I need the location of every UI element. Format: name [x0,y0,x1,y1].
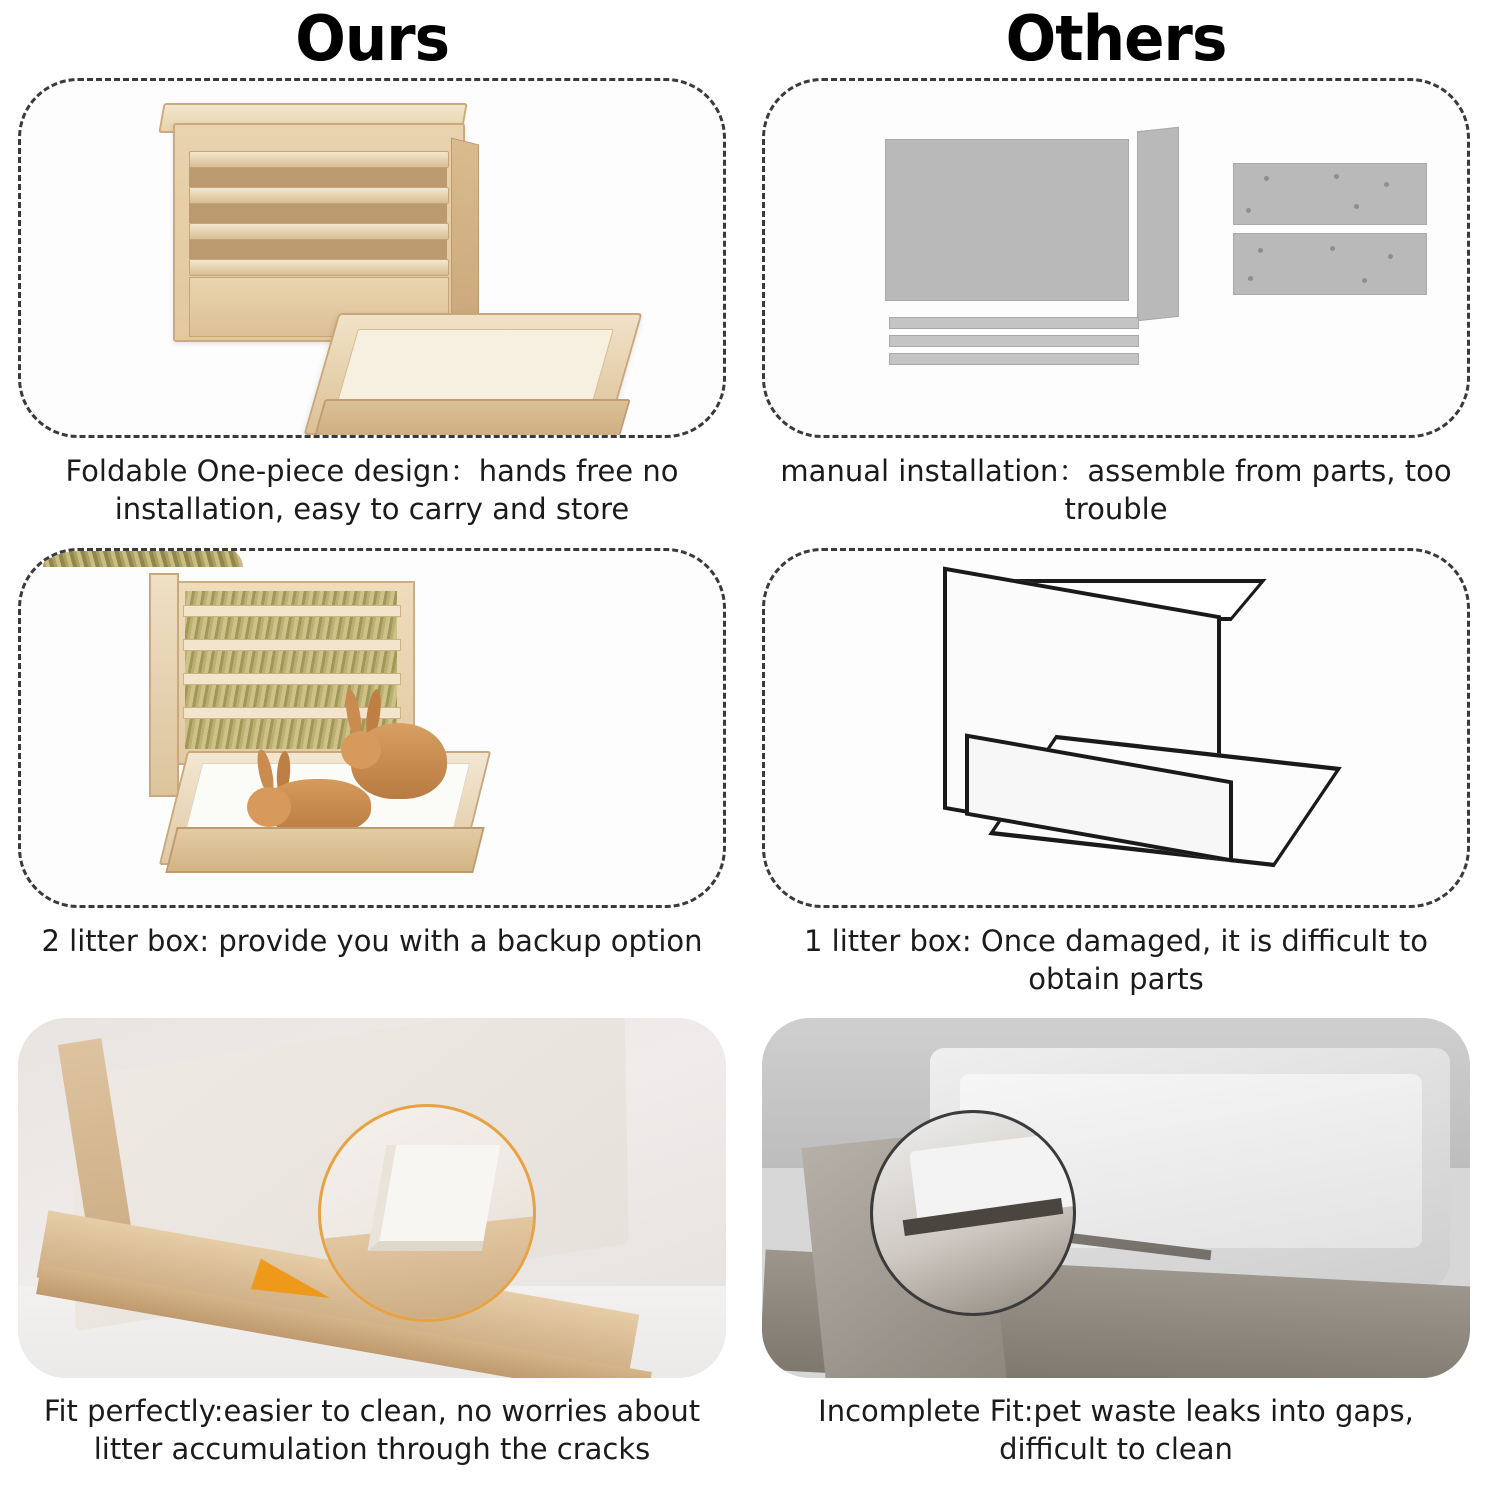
screw-hole [1334,174,1339,179]
feeder-gap [189,203,447,223]
part-rod [889,353,1139,365]
zoom-circle-callout [318,1104,536,1322]
rabbit-head [341,731,381,769]
screw-hole [1388,254,1393,259]
header [0,0,1488,78]
scene-incomplete-fit [762,1018,1470,1378]
screw-hole [1354,204,1359,209]
caption-others-one-litter-box: 1 litter box: Once damaged, it is difficult to obtain parts [803,924,1429,997]
feeder-body [173,123,465,342]
cell-ours-design [0,78,744,548]
zoom-circle-callout [870,1110,1076,1316]
screw-hole [1246,208,1251,213]
screw-hole [1264,176,1269,181]
cell-others-design [744,78,1488,548]
page-title-others: Others [1005,2,1227,75]
illustration-foldable-one-piece [18,78,726,438]
screw-hole [1248,276,1253,281]
part-main-board [885,139,1129,301]
feeder-slat [189,223,449,240]
scene-foldable [21,81,723,435]
cell-others-one-litter-box [744,548,1488,1018]
screw-hole [1362,278,1367,283]
litter-tray-front-rail [165,827,484,873]
hay-overflow [43,548,243,567]
feeder-slat [183,639,401,651]
caption-others-design: manual installation：assemble from parts, too trouble [780,454,1452,527]
illustration-feeder-with-rabbits [18,548,726,908]
feeder-gap [189,239,447,259]
zoom-tray-corner [368,1145,501,1251]
feeder-slat [189,259,449,276]
illustration-single-litter-box [762,548,1470,908]
illustration-flat-pack-parts [762,78,1470,438]
feeder-slat [189,151,449,168]
page-title-ours: Ours [295,2,449,75]
caption-others-fit: Incomplete Fit:pet waste leaks into gaps, difficult to clean [818,1394,1414,1467]
scene-rabbits [21,551,723,905]
header-col-others [744,0,1488,78]
screw-hole [1384,182,1389,187]
feeder-slat [183,673,401,685]
feeder-gap [189,167,447,187]
screw-hole [1258,248,1263,253]
cell-ours-two-litter-box [0,548,744,1018]
litter-tray-front-rail [313,399,630,438]
litter-tray-inner [337,329,614,403]
feeder-slat [183,605,401,617]
photo-perfect-fit [18,1018,726,1378]
feeder-slat [189,187,449,204]
header-col-ours [0,0,744,78]
scene-single-box [765,551,1467,905]
scene-perfect-fit [18,1018,726,1378]
cell-others-fit [744,1018,1488,1500]
part-side-board [1137,127,1179,321]
screw-hole [1330,246,1335,251]
caption-ours-fit: Fit perfectly:easier to clean, no worries about litter accumulation through the cracks [43,1394,701,1467]
photo-incomplete-fit [762,1018,1470,1378]
caption-ours-two-litter-box: 2 litter box: provide you with a backup option [41,924,703,958]
part-small-board [1233,163,1427,225]
part-small-board [1233,233,1427,295]
comparison-grid [0,78,1488,1500]
rabbit-head [247,787,291,827]
part-rod [889,335,1139,347]
feeder-left-post [149,573,179,797]
scene-flatpack [765,81,1467,435]
caption-ours-design: Foldable One-piece design：hands free no installation, easy to carry and store [65,454,679,527]
part-rod [889,317,1139,329]
cell-ours-fit [0,1018,744,1500]
